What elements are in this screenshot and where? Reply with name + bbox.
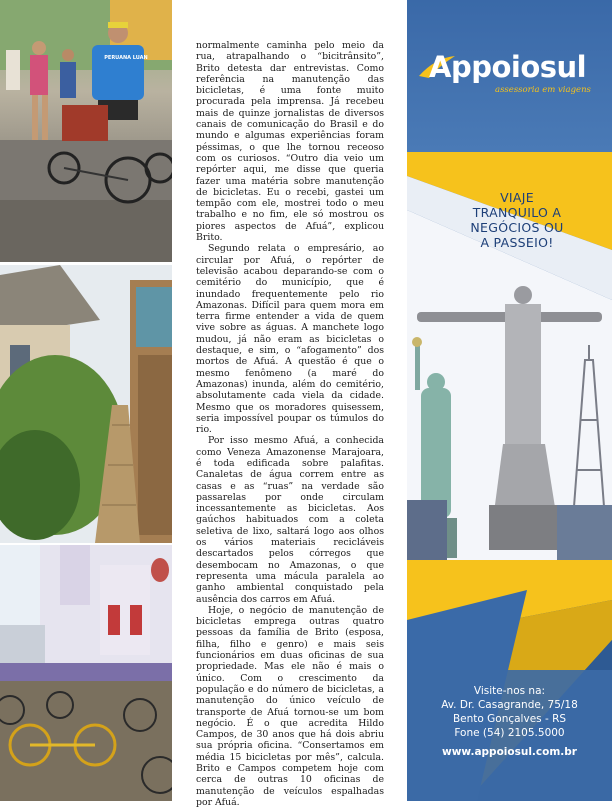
website-link[interactable]: www.appoiosul.com.br — [442, 746, 577, 758]
article-paragraph: Por isso mesmo Afuá, a conhecida como Veneza Amazonense Marajoara, é toda edificada sobre palafitas. Canaletas de água correm entre as casas e as “ruas” na verdade são passarelas por onde circulam incessantemente as bicicletas. Aos gaúchos habituados com a coleta seletiva de lixo, saltará logo aos olhos os vários materiais recicláveis descartados pelos córregos que desembocam no Amazonas, o que representa uma mácula paralela ao ganho ambiental conquistado pela ausência dos carros em Afuá. — [196, 435, 384, 605]
slogan-line: NEGÓCIOS OU — [470, 220, 564, 235]
contact-line: Av. Dr. Casagrande, 75/18 — [441, 699, 578, 711]
ad-header — [407, 0, 612, 152]
stilt-houses-photo — [0, 265, 172, 543]
stilt-houses-illustration — [0, 265, 172, 543]
contact-line: Bento Gonçalves - RS — [452, 713, 567, 725]
street-bicycle-illustration — [0, 0, 172, 262]
article-paragraph: Hoje, o negócio de manutenção de bicicletas emprega outras quatro pessoas da família de Brito (esposa, filha, filho e genro) e mais seis funcionários em duas oficinas de sua propriedade. Mas ele não é mais o único. Com o crescimento da população e do número de bicicletas, a manutenção do único veículo de transporte de Afuá tornou-se um bom negócio. É o que acredita Hildo Campos, de 30 anos que há dois abriu sua própria oficina. “Consertamos em média 15 bicicletas por mês”, calcula. Brito e Campos competem hoje com cerca de outras 10 oficinas de manutenção de veículos espalhadas por Afuá. — [196, 604, 384, 808]
brand-logo: Appoiosul — [429, 50, 587, 84]
church-bicycles-illustration — [0, 545, 172, 801]
ad-slogan — [437, 190, 597, 250]
church-bicycles-photo — [0, 545, 172, 801]
article-body — [196, 40, 384, 808]
shirt-text: PERUANA LUAN — [104, 55, 148, 61]
contact-line: Visite-nos na: — [473, 685, 546, 697]
slogan-line: VIAJE — [500, 190, 534, 205]
ad-contact-info — [407, 684, 612, 740]
article-paragraph: Segundo relata o empresário, ao circular por Afuá, o repórter de televisão acabou deparando-se com o cemitério do município, que é inundado frequentemente pelo rio Amazonas. Difícil para quem mora em terra firme entender a vida de quem vive sobre as águas. A manchete logo mudou, já não eram as bicicletas o destaque, e sim, o “afogamento” dos mortos de Afuá. A questão é que o mesmo fenômeno (a maré do Amazonas) inunda, além do cemitério, absolutamente cada viela da cidade. Mesmo que os moradores quisessem, seria impossível poupar os túmulos do rio. — [196, 243, 384, 436]
brand-tagline: assessoria em viagens — [495, 85, 591, 95]
slogan-line: A PASSEIO! — [480, 235, 554, 250]
article-paragraph: normalmente caminha pelo meio da rua, atrapalhando o “bicitrânsito”, Brito detesta dar entrevistas. Como referência na manutenção das bicicletas, é uma fonte muito procurada pela imprensa. Já recebeu mais de quinze jornalistas de diversos canais de comunicação do Brasil e do mundo e algumas experiências foram péssimas, o que lhe tornou receoso com os curiosos. “Outro dia veio um repórter aqui, me disse que queria fazer uma matéria sobre manutenção de bicicletas. Eu o recebi, gastei um tempão com ele, mostrei todo o meu trabalho e no fim, ele só mostrou os piores aspectos de Afuá”, explicou Brito. — [196, 40, 384, 244]
slogan-line: TRANQUILO A — [472, 205, 562, 220]
photo-column — [0, 0, 172, 801]
street-bicycle-photo — [0, 0, 172, 262]
contact-line: Fone (54) 2105.5000 — [454, 727, 565, 739]
appoiosul-advertisement — [407, 0, 612, 801]
